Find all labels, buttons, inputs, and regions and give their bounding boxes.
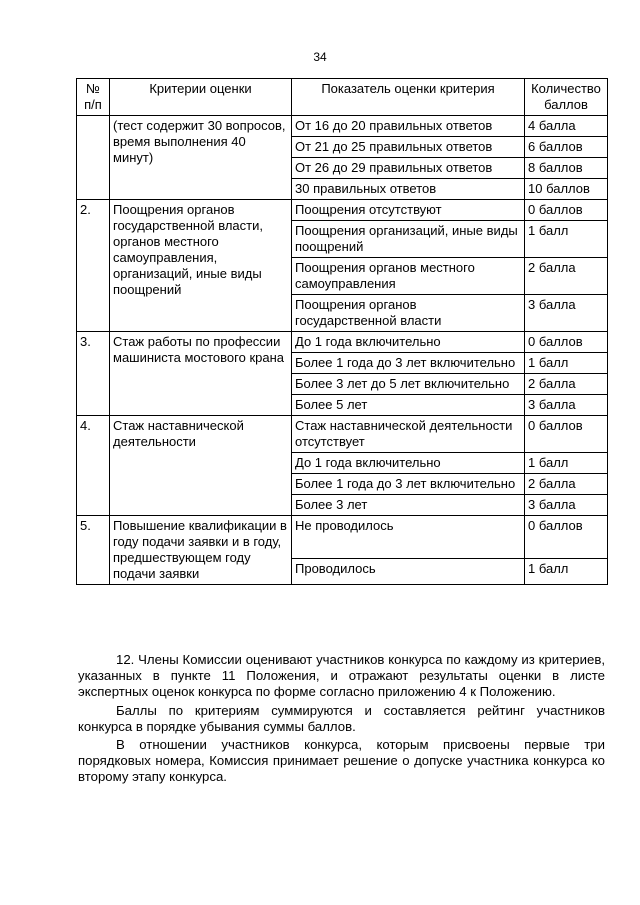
row-indicator: От 21 до 25 правильных ответов (292, 137, 525, 158)
row-criterion: Повышение квалификации в году подачи заявки и в году, предшествующем году подачи заявки (110, 516, 292, 585)
table-header-row (77, 79, 608, 116)
table-row (77, 416, 608, 453)
row-indicator: Поощрения органов государственной власти (292, 295, 525, 332)
row-points: 3 балла (525, 395, 608, 416)
row-indicator: До 1 года включительно (292, 332, 525, 353)
row-points: 3 балла (525, 295, 608, 332)
row-indicator: Более 1 года до 3 лет включительно (292, 353, 525, 374)
row-criterion: Стаж работы по профессии машиниста мостового крана (110, 332, 292, 416)
row-number (77, 116, 110, 200)
row-number: 5. (77, 516, 110, 585)
paragraph: В отношении участников конкурса, которым присвоены первые три порядковых номера, Комиссия принимает решение о допуске участника конкурса ко второму этапу конкурса. (78, 737, 605, 785)
row-points: 2 балла (525, 374, 608, 395)
header-number: № п/п (77, 79, 110, 116)
row-indicator: Более 5 лет (292, 395, 525, 416)
row-points: 0 баллов (525, 332, 608, 353)
row-criterion: (тест содержит 30 вопросов, время выполнения 40 минут) (110, 116, 292, 200)
row-points: 1 балл (525, 559, 608, 585)
row-points: 0 баллов (525, 516, 608, 559)
row-indicator: Более 3 лет (292, 495, 525, 516)
row-points: 1 балл (525, 221, 608, 258)
row-points: 4 балла (525, 116, 608, 137)
row-indicator: Поощрения органов местного самоуправления (292, 258, 525, 295)
header-points: Количество баллов (525, 79, 608, 116)
row-points: 10 баллов (525, 179, 608, 200)
row-indicator: От 26 до 29 правильных ответов (292, 158, 525, 179)
row-criterion: Стаж наставнической деятельности (110, 416, 292, 516)
row-indicator: Более 3 лет до 5 лет включительно (292, 374, 525, 395)
table-row (77, 516, 608, 559)
row-indicator: Поощрения отсутствуют (292, 200, 525, 221)
table-row (77, 116, 608, 137)
row-points: 1 балл (525, 453, 608, 474)
row-indicator: 30 правильных ответов (292, 179, 525, 200)
row-indicator: Не проводилось (292, 516, 525, 559)
row-indicator: Более 1 года до 3 лет включительно (292, 474, 525, 495)
page-number: 34 (313, 50, 327, 64)
table-row (77, 200, 608, 221)
row-criterion: Поощрения органов государственной власти, органов местного самоуправления, организаций, иные виды поощрений (110, 200, 292, 332)
row-indicator: Проводилось (292, 559, 525, 585)
row-number: 4. (77, 416, 110, 516)
row-points: 2 балла (525, 258, 608, 295)
row-indicator: От 16 до 20 правильных ответов (292, 116, 525, 137)
row-points: 6 баллов (525, 137, 608, 158)
row-points: 0 баллов (525, 416, 608, 453)
paragraph: 12. Члены Комиссии оценивают участников конкурса по каждому из критериев, указанных в пункте 11 Положения, и отражают результаты оценки в листе экспертных оценок конкурса по форме согласно приложению 4 к Положению. (78, 652, 605, 700)
row-number: 3. (77, 332, 110, 416)
row-points: 2 балла (525, 474, 608, 495)
row-indicator: Стаж наставнической деятельности отсутствует (292, 416, 525, 453)
header-criterion: Критерии оценки (110, 79, 292, 116)
row-points: 3 балла (525, 495, 608, 516)
row-indicator: До 1 года включительно (292, 453, 525, 474)
body-text (78, 652, 605, 788)
criteria-table (76, 78, 608, 585)
row-points: 8 баллов (525, 158, 608, 179)
row-points: 1 балл (525, 353, 608, 374)
paragraph: Баллы по критериям суммируются и составляется рейтинг участников конкурса в порядке убывания суммы баллов. (78, 702, 605, 734)
table-row (77, 332, 608, 353)
header-indicator: Показатель оценки критерия (292, 79, 525, 116)
row-number: 2. (77, 200, 110, 332)
row-indicator: Поощрения организаций, иные виды поощрений (292, 221, 525, 258)
row-points: 0 баллов (525, 200, 608, 221)
